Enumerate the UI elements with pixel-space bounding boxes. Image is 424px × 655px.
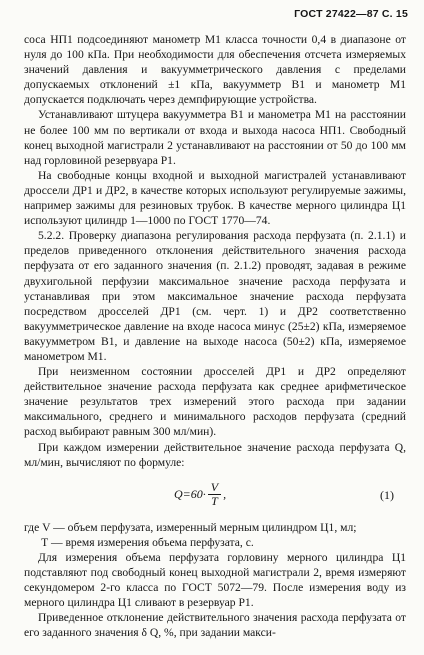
paragraph: При неизменном состоянии дросселей ДР1 и ДР2 определяют действительное значение расхода перфузата как среднее арифметическое значение результатов трех измерений этого расхода при задании максимального, среднего и минимального расходов перфузата (средний расход выбирают равным 300 мл/мин). xyxy=(24,365,406,439)
paragraph: Приведенное отклонение действительного значения расхода перфузата от его заданного значения δ Q, %, при задании макси- xyxy=(24,611,406,640)
formula-fraction xyxy=(208,481,221,508)
paragraph: 5.2.2. Проверку диапазона регулирования расхода перфузата (п. 2.1.1) и пределов приведенного отклонения действительного значения расхода перфузата от его заданного значения (п. 2.1.2) проводят, задавая в режиме двухигольной перфузии максимальное значение расхода перфузата и устанавливая при этом максимальное значение расхода перфузата посредством дросселей ДР1 (см. черт. 1) и ДР2 соответственно вакуумметрическое давление на входе насоса минус (25±2) кПа, измеряемое вакуумметром В1, и давление на выходе насоса (50±2) кПа, измеряемое манометром М1. xyxy=(24,229,406,363)
paragraph: T — время измерения объема перфузата, с. xyxy=(24,535,254,549)
page-header: ГОСТ 27422—87 С. 15 xyxy=(294,8,408,20)
formula-lhs: Q=60· xyxy=(174,486,206,501)
formula-number: (1) xyxy=(380,487,394,502)
formula-tail: , xyxy=(223,486,227,501)
paragraph: На свободные концы входной и выходной магистралей устанавливают дроссели ДР1 и ДР2, в качестве которых используют регулируемые зажимы, например зажимы для резиновых трубок. В качестве мерного цилиндра Ц1 используют цилиндр 1—1000 по ГОСТ 1770—74. xyxy=(24,168,406,228)
formula-numerator: V xyxy=(208,481,221,495)
paragraph: При каждом измерении действительное значение расхода перфузата Q, мл/мин, вычисляют по формуле: xyxy=(24,440,406,469)
paragraph: соса НП1 подсоединяют манометр М1 класса точности 0,4 в диапазоне от нуля до 100 кПа. При необходимости для обеспечения отсчета измеряемых значений давления и вакуумметрического давления с пределами допускаемых отклонений ±1 кПа, вакуумметр В1 и манометр М1 допускается подключать через демпфирующие устройства. xyxy=(24,33,406,107)
paragraph: Для измерения объема перфузата горловину мерного цилиндра Ц1 подставляют под свободный конец выходной магистрали 2, время измеряют секундомером 2-го класса по ГОСТ 5072—79. После измерения воду из мерного цилиндра Ц1 сливают в резервуар Р1. xyxy=(24,550,406,610)
formula-block xyxy=(24,473,406,517)
formula-denominator: T xyxy=(211,493,218,508)
formula-expression xyxy=(174,481,226,508)
paragraph: где V — объем перфузата, измеренный мерным цилиндром Ц1, мл; xyxy=(24,520,357,534)
body-text xyxy=(24,32,406,640)
paragraph: Устанавливают штуцера вакуумметра В1 и манометра М1 на расстоянии не более 100 мм по вертикали от входа и выхода насоса НП1. Свободный конец выходной магистрали 2 устанавливают на расстоянии от 50 до 100 мм над горловиной резервуара Р1. xyxy=(24,108,406,167)
